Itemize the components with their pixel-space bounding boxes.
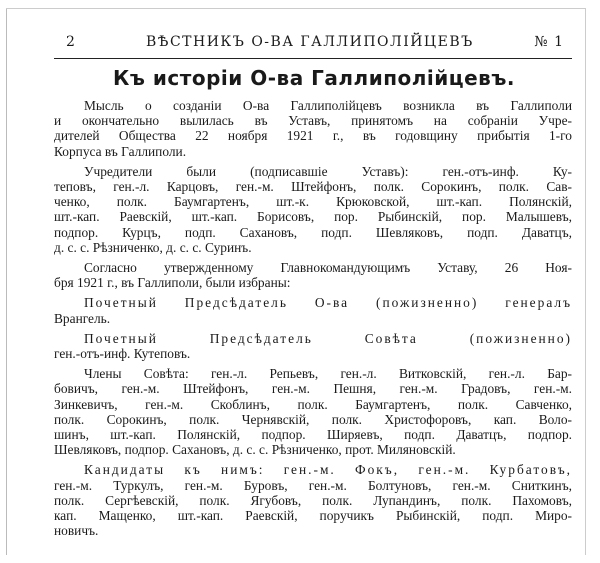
- article-title: Къ исторіи О-ва Галлиполійцевъ.: [113, 66, 515, 90]
- scan-edge-right: [585, 8, 586, 555]
- paragraph: [54, 295, 572, 325]
- text-line: Врангель.: [54, 310, 111, 326]
- paragraph: [54, 164, 572, 255]
- text-line: новичъ.: [54, 523, 99, 539]
- scan-edge-top: [6, 8, 586, 9]
- text-line: бря 1921 г., въ Галлиполи, были избраны:: [54, 275, 291, 291]
- text-line: Согласно утвержденному Главнокомандующимъ Уставу, 26 Ноя-: [84, 260, 572, 276]
- text-line: Почетный Предсѣдатель Совѣта (пожизненно): [84, 330, 572, 346]
- paragraph: [54, 331, 572, 361]
- text-line: подпор. Курцъ, подп. Сахановъ, подп. Шевляковъ, подп. Даватцъ,: [54, 224, 572, 240]
- text-line: бовичъ, ген.-м. Штейфонъ, ген.-м. Пешня, ген.-м. Градовъ, ген.-м.: [54, 381, 572, 397]
- running-header: [54, 34, 574, 52]
- text-line: д. с. с. Рѣзниченко, д. с. с. Суринъ.: [54, 239, 252, 255]
- text-line: Корпуса въ Галлиполи.: [54, 143, 187, 159]
- article-body: [54, 98, 572, 543]
- paragraph: [54, 462, 572, 538]
- text-line: ген.-отъ-инф. Кутеповъ.: [54, 346, 191, 362]
- journal-title: ВѢСТНИКЪ О-ВА ГАЛЛИПОЛІЙЦЕВЪ: [146, 34, 474, 50]
- paragraph: [54, 366, 572, 457]
- text-line: Кандидаты къ нимъ: ген.-м. Фокъ, ген.-м. Курбатовъ,: [84, 462, 572, 478]
- text-line: ченко, полк. Баумгартенъ, шт.-к. Крюковской, шт.-кап. Полянскій,: [54, 194, 572, 210]
- scan-edge-left: [6, 8, 7, 555]
- paragraph: [54, 260, 572, 290]
- header-rule: [54, 58, 572, 59]
- text-line: полк. Сергѣевскій, полк. Ягубовъ, полк. Лупандинъ, полк. Пахомовъ,: [54, 492, 572, 508]
- text-line: дителей Общества 22 ноября 1921 г., въ годовщину прибытія 1-го: [54, 128, 572, 144]
- paragraph: [54, 98, 572, 159]
- text-line: Шевляковъ, подпор. Сахановъ, д. с. с. Рѣзниченко, прот. Миляновскій.: [54, 442, 456, 458]
- text-line: Зинкевичъ, ген.-м. Скоблинъ, полк. Баумгартенъ, полк. Савченко,: [54, 396, 572, 412]
- text-line: шт.-кап. Раевскій, шт.-кап. Борисовъ, пор. Рыбинскій, пор. Малышевъ,: [54, 209, 572, 225]
- page-number: 2: [66, 34, 76, 50]
- text-line: и окончательно вылилась въ Уставъ, принятомъ на собраніи Учре-: [54, 113, 572, 129]
- text-line: кап. Мащенко, шт.-кап. Раевскій, поручикъ Рыбинскій, подп. Миро-: [54, 508, 572, 524]
- text-line: ген.-м. Туркулъ, ген.-м. Буровъ, ген.-м. Болтуновъ, ген.-м. Сниткинъ,: [54, 477, 572, 493]
- text-line: Мысль о созданіи О-ва Галлиполійцевъ возникла въ Галлиполи: [84, 98, 572, 113]
- text-line: полк. Сорокинъ, полк. Чернявскій, полк. Христофоровъ, кап. Воло-: [54, 411, 572, 427]
- text-line: Члены Совѣта: ген.-л. Репьевъ, ген.-л. Витковскій, ген.-л. Бар-: [84, 366, 572, 382]
- issue-number: № 1: [534, 34, 564, 50]
- text-line: Почетный Предсѣдатель О-ва (пожизненно) генералъ: [84, 295, 572, 311]
- text-line: теповъ, ген.-л. Карцовъ, ген.-м. Штейфонъ, полк. Сорокинъ, полк. Сав-: [54, 179, 572, 195]
- text-line: шинъ, шт.-кап. Полянскій, подпор. Ширяевъ, подп. Даватцъ, подпор.: [54, 427, 572, 443]
- text-line: Учредители были (подписавшіе Уставъ): ген.-отъ-инф. Ку-: [84, 163, 572, 179]
